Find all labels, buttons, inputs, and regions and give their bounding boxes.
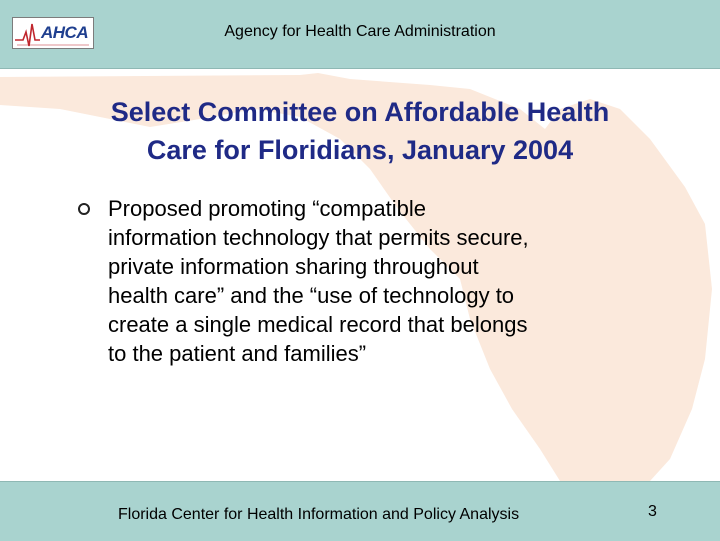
header-band <box>0 0 720 69</box>
bullet-line: create a single medical record that belongs <box>108 312 528 337</box>
slide-title-line-2: Care for Floridians, January 2004 <box>146 135 574 165</box>
logo-text: AHCA <box>41 23 89 42</box>
bullet-line: information technology that permits secure, <box>108 225 529 250</box>
header-title: Agency for Health Care Administration <box>224 23 496 40</box>
bullet-line: health care” and the “use of technology to <box>108 283 515 308</box>
slide-title-line-1: Select Committee on Affordable Health <box>110 97 610 127</box>
footer-text: Florida Center for Health Information and Policy Analysis <box>118 506 520 523</box>
circle-bullet-icon <box>78 203 90 215</box>
bullet-line: Proposed promoting “compatible <box>108 196 426 221</box>
bullet-line: private information sharing throughout <box>108 254 479 279</box>
slide-title <box>40 93 680 169</box>
page-number: 3 <box>648 503 657 520</box>
bullet-text <box>108 194 668 368</box>
footer-band <box>0 481 720 541</box>
bullet-line: to the patient and families” <box>108 341 367 366</box>
